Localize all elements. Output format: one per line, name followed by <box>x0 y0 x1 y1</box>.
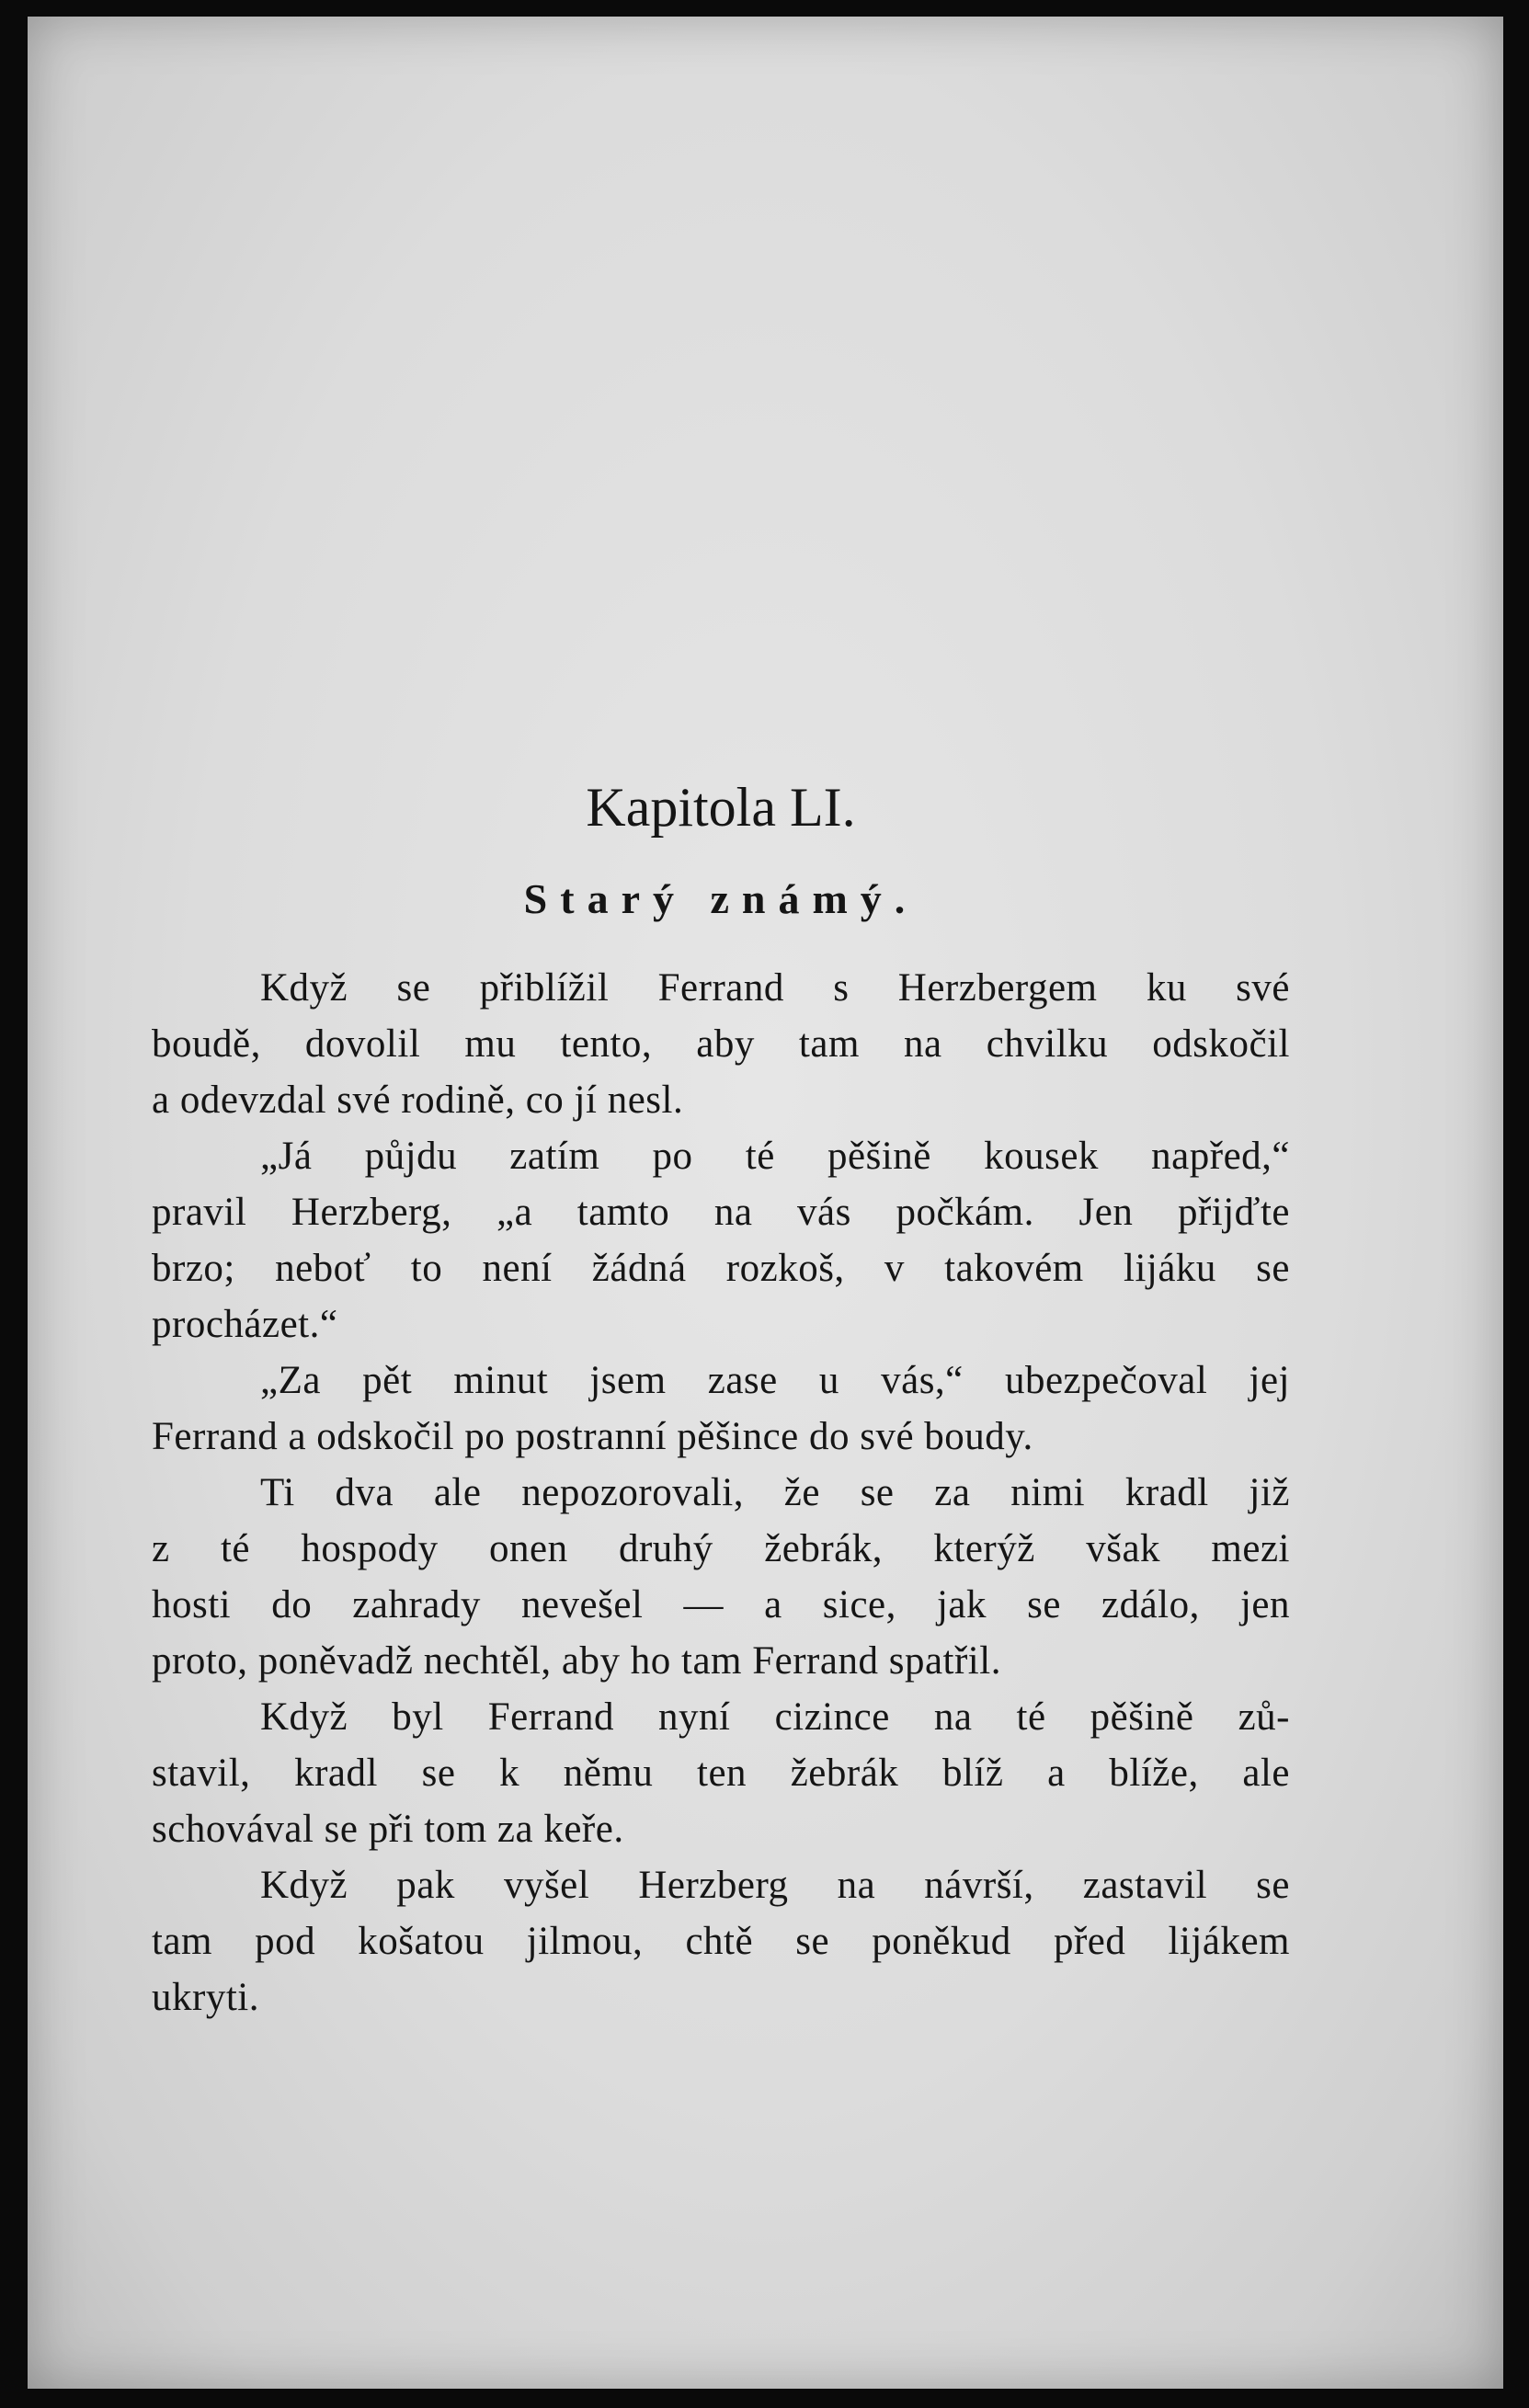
text-line: boudě, dovolil mu tento, aby tam na chvilku odskočil <box>152 1022 1290 1066</box>
text-line: procházet.“ <box>152 1303 338 1346</box>
chapter-subtitle: Starý známý. <box>523 875 919 922</box>
text-line: tam pod košatou jilmou, chtě se poněkud před lijákem <box>152 1920 1290 1963</box>
chapter-title: Kapitola LI. <box>586 777 856 838</box>
text-line: Ferrand a odskočil po postranní pěšince do své boudy. <box>152 1415 1033 1458</box>
text-line: z té hospody onen druhý žebrák, kterýž však mezi <box>152 1527 1290 1570</box>
text-line: brzo; neboť to není žádná rozkoš, v takovém lijáku se <box>152 1247 1290 1290</box>
text-line: Ti dva ale nepozorovali, že se za nimi kradl již <box>260 1471 1290 1514</box>
page-text <box>152 770 1290 2026</box>
text-line: Když byl Ferrand nyní cizince na té pěšině zů- <box>260 1695 1290 1739</box>
text-line: pravil Herzberg, „a tamto na vás počkám. Jen přijďte <box>152 1191 1290 1234</box>
text-line: proto, poněvadž nechtěl, aby ho tam Ferrand spatřil. <box>152 1639 1001 1683</box>
text-line: Když se přiblížil Ferrand s Herzbergem ku své <box>260 966 1290 1010</box>
text-line: Když pak vyšel Herzberg na návrší, zastavil se <box>260 1864 1290 1907</box>
text-line: „Já půjdu zatím po té pěšině kousek napřed,“ <box>260 1135 1290 1178</box>
text-line: „Za pět minut jsem zase u vás,“ ubezpečoval jej <box>260 1359 1290 1402</box>
body-text <box>152 960 1290 2026</box>
text-line: stavil, kradl se k němu ten žebrák blíž a blíže, ale <box>152 1752 1290 1795</box>
text-line: ukryti. <box>152 1976 259 2019</box>
text-line: schovával se při tom za keře. <box>152 1808 624 1851</box>
book-page <box>28 17 1503 2389</box>
text-line: hosti do zahrady nevešel — a sice, jak se zdálo, jen <box>152 1583 1290 1626</box>
text-line: a odevzdal své rodině, co jí nesl. <box>152 1078 684 1122</box>
